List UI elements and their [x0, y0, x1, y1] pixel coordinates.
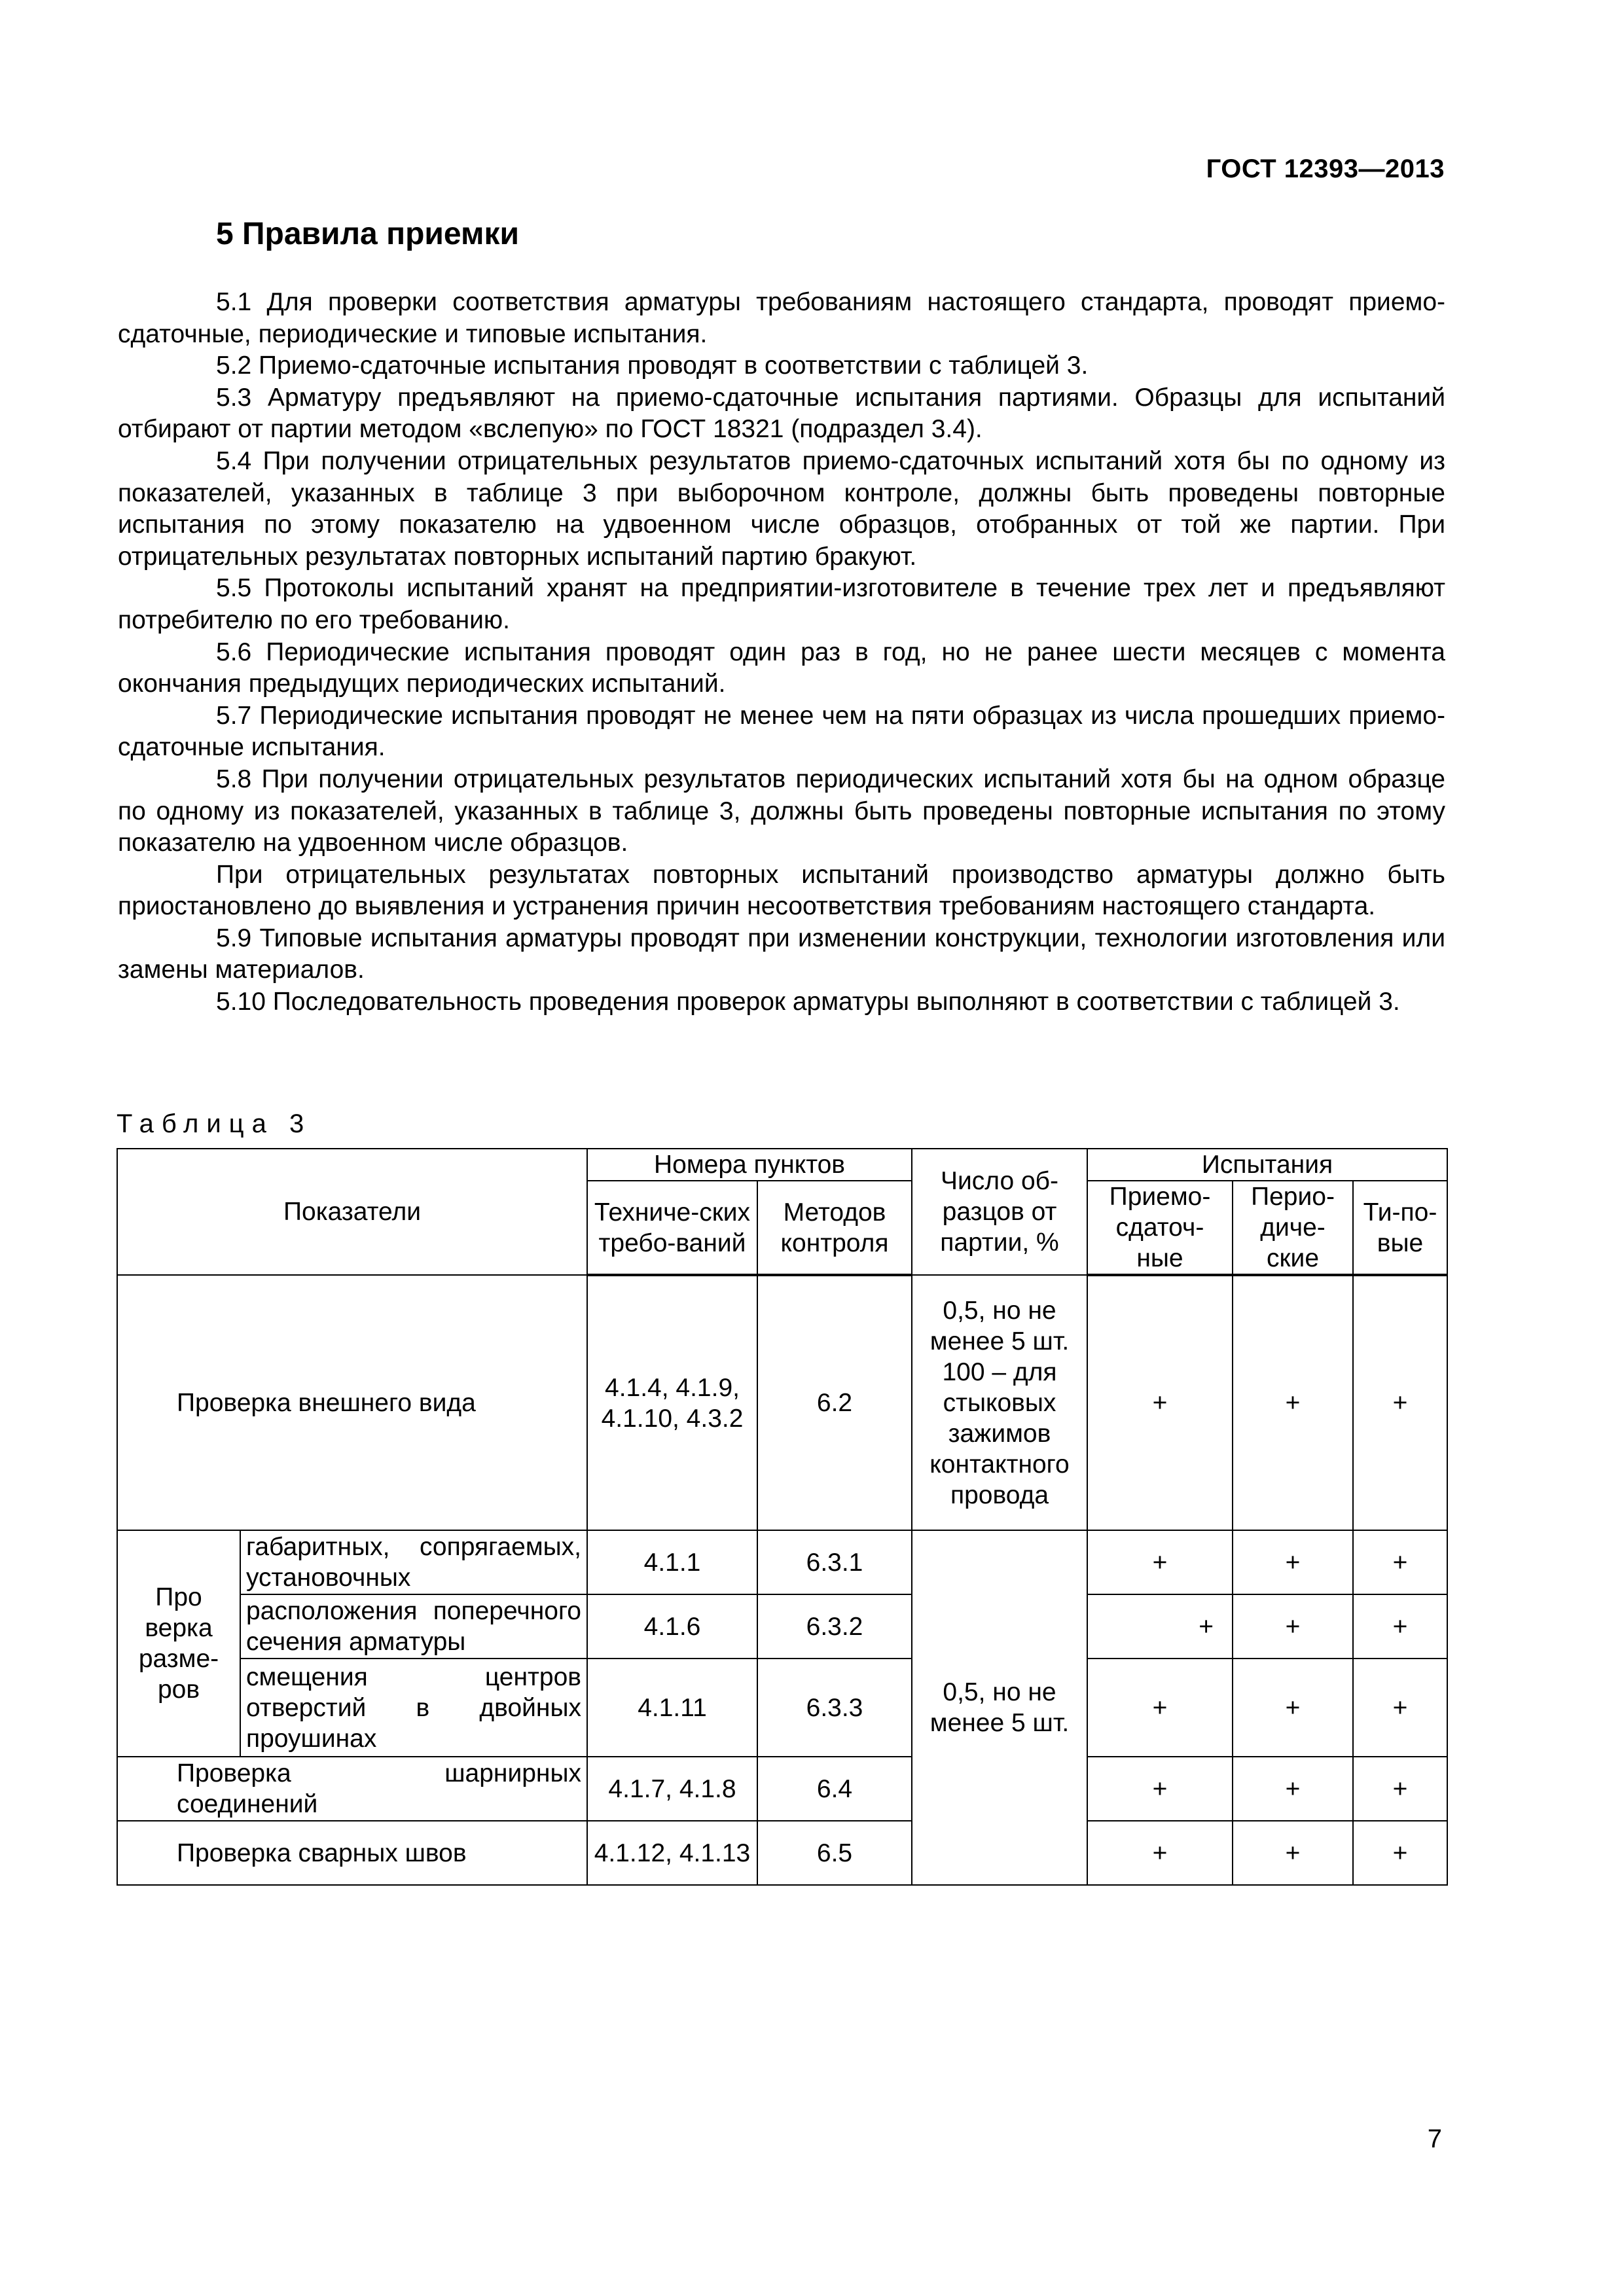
- row-visual-tech: 4.1.4, 4.1.9, 4.1.10, 4.3.2: [587, 1275, 757, 1530]
- page-number: 7: [1427, 2125, 1442, 2153]
- table-row: [117, 1757, 1447, 1821]
- table-row: [117, 1275, 1447, 1530]
- row-dim-holes-method: 6.3.3: [757, 1659, 912, 1757]
- header-sample-count: Число об-разцов от партии, %: [912, 1149, 1087, 1275]
- dimensions-group-label: Про верка разме-ров: [117, 1530, 240, 1757]
- row-dim-holes-periodic: +: [1233, 1659, 1353, 1757]
- header-acceptance: Приемо-сдаточ-ные: [1087, 1181, 1233, 1275]
- table-row: [117, 1594, 1447, 1659]
- row-welds-tech: 4.1.12, 4.1.13: [587, 1821, 757, 1885]
- row-dim-section-tech: 4.1.6: [587, 1594, 757, 1659]
- paragraph-5-8-cont: При отрицательных результатах повторных испытаний производство арматуры должно быть приостановлено до выявления и устранения причин несоответствия требованиям настоящего стандарта.: [118, 860, 1445, 921]
- row-welds-periodic: +: [1233, 1821, 1353, 1885]
- row-visual-method: 6.2: [757, 1275, 912, 1530]
- paragraph-5-10: 5.10 Последовательность проведения проверок арматуры выполняют в соответствии с таблицей 3.: [216, 988, 1400, 1016]
- paragraph-5-5: 5.5 Протоколы испытаний хранят на предприятии-изготовителе в течение трех лет и предъявляют потребителю по его требованию.: [118, 574, 1445, 634]
- row-hinge-periodic: +: [1233, 1757, 1353, 1821]
- header-periodic: Перио-диче-ские: [1233, 1181, 1353, 1275]
- table-row: [117, 1530, 1447, 1594]
- paragraph-5-4: 5.4 При получении отрицательных результатов приемо-сдаточных испытаний хотя бы по одному из показателей, указанных в таблице 3 при выборочном контроле, должны быть проведены повторные испытания по этому показателю на удвоенном числе образцов, отобранных от той же партии. При отрицательных результатах повторных испытаний партию бракуют.: [118, 446, 1445, 571]
- row-dim-overall-label: габаритных, сопрягаемых, установочных: [240, 1530, 587, 1594]
- table-row: [117, 1659, 1447, 1757]
- header-control-methods: Методов контроля: [757, 1181, 912, 1275]
- section-title: 5 Правила приемки: [216, 217, 520, 251]
- row-dim-section-acceptance: +: [1087, 1594, 1233, 1659]
- row-hinge-tech: 4.1.7, 4.1.8: [587, 1757, 757, 1821]
- row-dim-section-type: +: [1353, 1594, 1447, 1659]
- row-dim-overall-periodic: +: [1233, 1530, 1353, 1594]
- header-tech-requirements: Техниче-ских требо-ваний: [587, 1181, 757, 1275]
- paragraph-5-6: 5.6 Периодические испытания проводят один раз в год, но не ранее шести месяцев с момента окончания предыдущих периодических испытаний.: [118, 637, 1445, 698]
- row-dim-holes-type: +: [1353, 1659, 1447, 1757]
- paragraph-5-7: 5.7 Периодические испытания проводят не менее чем на пяти образцах из числа прошедших приемо-сдаточные испытания.: [118, 701, 1445, 762]
- row-dim-section-method: 6.3.2: [757, 1594, 912, 1659]
- row-dim-overall-type: +: [1353, 1530, 1447, 1594]
- row-dim-holes-tech: 4.1.11: [587, 1659, 757, 1757]
- row-hinge-acceptance: +: [1087, 1757, 1233, 1821]
- header-type: Ти-по-вые: [1353, 1181, 1447, 1275]
- row-visual-label: Проверка внешнего вида: [117, 1275, 587, 1530]
- row-visual-samples: 0,5, но не менее 5 шт. 100 – для стыковых зажимов контактного провода: [912, 1275, 1087, 1530]
- paragraph-5-3: 5.3 Арматуру предъявляют на приемо-сдаточные испытания партиями. Образцы для испытаний отбирают от партии методом «вслепую» по ГОСТ 18321 (подраздел 3.4).: [118, 383, 1445, 444]
- row-hinge-label: Проверка шарнирных соединений: [117, 1757, 587, 1821]
- header-clause-numbers: Номера пунктов: [587, 1149, 912, 1181]
- row-hinge-method: 6.4: [757, 1757, 912, 1821]
- paragraph-5-2: 5.2 Приемо-сдаточные испытания проводят в соответствии с таблицей 3.: [216, 351, 1089, 380]
- section-body: [118, 287, 1445, 1018]
- acceptance-table: [117, 1148, 1448, 1886]
- row-dim-holes-acceptance: +: [1087, 1659, 1233, 1757]
- row-dim-section-label: расположения поперечного сечения арматуры: [240, 1594, 587, 1659]
- header-tests: Испытания: [1087, 1149, 1447, 1181]
- row-dim-overall-method: 6.3.1: [757, 1530, 912, 1594]
- paragraph-5-9: 5.9 Типовые испытания арматуры проводят при изменении конструкции, технологии изготовления или замены материалов.: [118, 924, 1445, 984]
- row-visual-periodic: +: [1233, 1275, 1353, 1530]
- row-visual-type: +: [1353, 1275, 1447, 1530]
- shared-samples: 0,5, но не менее 5 шт.: [912, 1530, 1087, 1885]
- row-welds-method: 6.5: [757, 1821, 912, 1885]
- row-welds-label: Проверка сварных швов: [117, 1821, 587, 1885]
- header-indicators: Показатели: [117, 1149, 587, 1275]
- paragraph-5-1: 5.1 Для проверки соответствия арматуры требованиям настоящего стандарта, проводят приемо-сдаточные, периодические и типовые испытания.: [118, 288, 1445, 348]
- row-hinge-type: +: [1353, 1757, 1447, 1821]
- row-dim-overall-acceptance: +: [1087, 1530, 1233, 1594]
- table-row: [117, 1821, 1447, 1885]
- table-caption: Таблица 3: [117, 1109, 312, 1138]
- row-visual-acceptance: +: [1087, 1275, 1233, 1530]
- document-code: ГОСТ 12393—2013: [1206, 154, 1445, 183]
- row-welds-acceptance: +: [1087, 1821, 1233, 1885]
- row-dim-holes-label: смещения центров отверстий в двойных проушинах: [240, 1659, 587, 1757]
- row-dim-overall-tech: 4.1.1: [587, 1530, 757, 1594]
- row-dim-section-periodic: +: [1233, 1594, 1353, 1659]
- paragraph-5-8: 5.8 При получении отрицательных результатов периодических испытаний хотя бы на одном образце по одному из показателей, указанных в таблице 3, должны быть проведены повторные испытания по этому показателю на удвоенном числе образцов.: [118, 764, 1445, 857]
- row-welds-type: +: [1353, 1821, 1447, 1885]
